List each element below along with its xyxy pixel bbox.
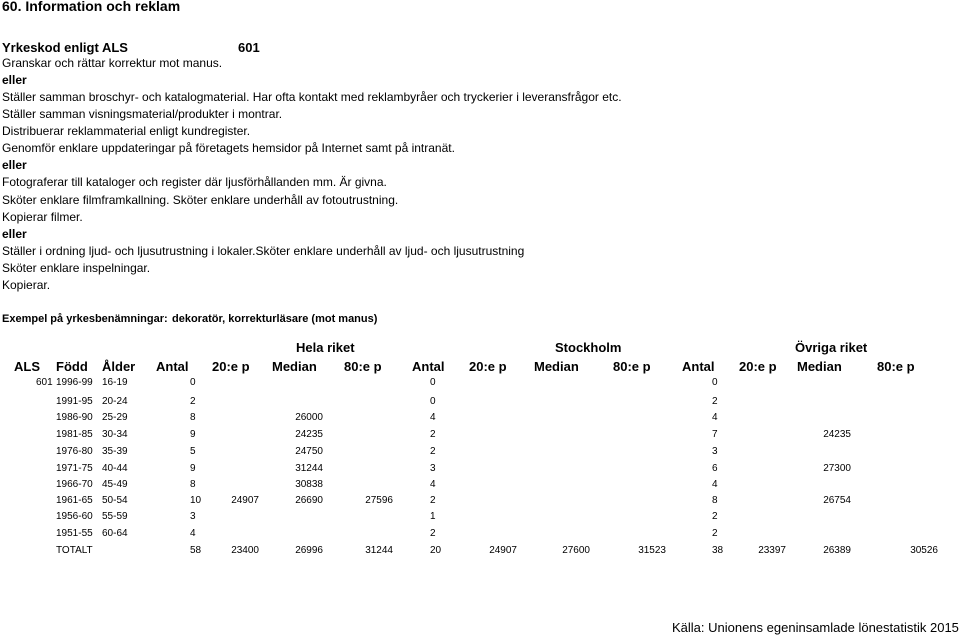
column-header: Median (272, 359, 317, 374)
examples-value: dekoratör, korrekturläsare (mot manus) (172, 313, 378, 325)
section-heading (2, 40, 260, 55)
table-cell: 55-59 (102, 511, 128, 522)
table-cell: 4 (190, 528, 196, 539)
eller-separator: eller (2, 227, 27, 241)
table-cell: 3 (190, 511, 196, 522)
table-cell: 1986-90 (56, 412, 93, 423)
table-cell: 0 (430, 396, 436, 407)
table-cell: 3 (712, 446, 718, 457)
eller-separator: eller (2, 158, 27, 172)
table-cell: 9 (190, 463, 196, 474)
table-cell: 10 (190, 495, 202, 506)
examples-label: Exempel på yrkesbenämningar: (2, 313, 168, 325)
table-cell: 30526 (910, 545, 938, 556)
table-cell: 8 (712, 495, 718, 506)
table-cell: 27600 (562, 545, 590, 556)
table-cell: 25-29 (102, 412, 128, 423)
column-header: 80:e p (613, 359, 651, 374)
column-header: Antal (412, 359, 445, 374)
table-cell: 8 (190, 412, 196, 423)
description-line: Kopierar filmer. (2, 210, 83, 224)
description-line: Kopierar. (2, 278, 51, 292)
page-title: 60. Information och reklam (2, 0, 181, 14)
column-header: Född (56, 359, 88, 374)
table-cell: 7 (712, 429, 718, 440)
description-line: Sköter enklare filmframkallning. Sköter enklare underhåll av fotoutrustning. (2, 193, 399, 207)
column-header: Ålder (102, 359, 136, 374)
column-header: Antal (156, 359, 189, 374)
column-header: 20:e p (469, 359, 507, 374)
description-line: Genomför enklare uppdateringar på företagets hemsidor på Internet samt på intranät. (2, 141, 455, 155)
table-cell: 30838 (295, 479, 323, 490)
table-cell: 30-34 (102, 429, 128, 440)
table-cell: 16-19 (102, 377, 128, 388)
eller-separator: eller (2, 73, 27, 87)
table-cell: 50-54 (102, 495, 128, 506)
table-cell: 1971-75 (56, 463, 93, 474)
table-cell: 23400 (231, 545, 259, 556)
table-cell: 20 (430, 545, 442, 556)
table-cell: 1 (430, 511, 436, 522)
table-cell: 4 (712, 479, 718, 490)
table-cell: 3 (430, 463, 436, 474)
table-cell: 26000 (295, 412, 323, 423)
table-cell: TOTALT (56, 545, 93, 556)
table-cell: 1956-60 (56, 511, 93, 522)
source-note: Källa: Unionens egeninsamlade lönestatistik 2015 (672, 620, 959, 635)
table-cell: 23397 (758, 545, 786, 556)
table-cell: 2 (712, 396, 718, 407)
table-cell: 35-39 (102, 446, 128, 457)
table-cell: 2 (712, 511, 718, 522)
table-cell: 1966-70 (56, 479, 93, 490)
table-cell: 4 (430, 479, 436, 490)
table-cell: 24235 (295, 429, 323, 440)
table-cell: 24907 (231, 495, 259, 506)
table-cell: 1951-55 (56, 528, 93, 539)
table-cell: 38 (712, 545, 724, 556)
column-header: 80:e p (877, 359, 915, 374)
column-header: Median (797, 359, 842, 374)
column-header: 80:e p (344, 359, 382, 374)
table-cell: 2 (430, 429, 436, 440)
table-cell: 26996 (295, 545, 323, 556)
table-cell: 2 (430, 495, 436, 506)
table-cell: 26389 (823, 545, 851, 556)
table-cell: 2 (430, 446, 436, 457)
table-cell: 2 (430, 528, 436, 539)
table-cell: 27596 (365, 495, 393, 506)
section-name: Yrkeskod enligt ALS (2, 40, 128, 55)
column-header: 20:e p (212, 359, 250, 374)
description-line: Fotograferar till kataloger och register där ljusförhållanden mm. Är givna. (2, 175, 387, 189)
table-cell: 24907 (489, 545, 517, 556)
table-cell: 1991-95 (56, 396, 93, 407)
table-cell: 58 (190, 545, 202, 556)
group-header: Stockholm (555, 340, 622, 355)
table-cell: 0 (712, 377, 718, 388)
table-cell: 24750 (295, 446, 323, 457)
table-cell: 2 (190, 396, 196, 407)
table-cell: 0 (430, 377, 436, 388)
column-header: ALS (14, 359, 40, 374)
table-cell: 4 (430, 412, 436, 423)
table-cell: 0 (190, 377, 196, 388)
table-cell: 1996-99 (56, 377, 93, 388)
description-line: Ställer samman visningsmaterial/produkter i montrar. (2, 107, 283, 121)
table-cell: 31244 (365, 545, 393, 556)
table-cell: 31244 (295, 463, 323, 474)
table-cell: 2 (712, 528, 718, 539)
table-cell: 26690 (295, 495, 323, 506)
table-cell: 4 (712, 412, 718, 423)
table-cell: 1961-65 (56, 495, 93, 506)
table-cell: 31523 (638, 545, 666, 556)
table-cell: 27300 (823, 463, 851, 474)
table-cell: 1981-85 (56, 429, 93, 440)
table-cell: 1976-80 (56, 446, 93, 457)
table-cell: 601 (36, 377, 53, 388)
table-cell: 40-44 (102, 463, 128, 474)
table-cell: 26754 (823, 495, 851, 506)
table-cell: 20-24 (102, 396, 128, 407)
table-cell: 8 (190, 479, 196, 490)
description-line: Granskar och rättar korrektur mot manus. (2, 56, 223, 70)
column-header: Median (534, 359, 579, 374)
description-line: Distribuerar reklammaterial enligt kundregister. (2, 124, 251, 138)
table-cell: 45-49 (102, 479, 128, 490)
table-cell: 24235 (823, 429, 851, 440)
description-line: Ställer samman broschyr- och katalogmaterial. Har ofta kontakt med reklambyråer och tryckerier i leveransfrågor etc. (2, 90, 622, 104)
group-header: Hela riket (296, 340, 355, 355)
table-cell: 5 (190, 446, 196, 457)
table-cell: 6 (712, 463, 718, 474)
column-header: Antal (682, 359, 715, 374)
section-code: 601 (238, 40, 260, 55)
group-header: Övriga riket (795, 340, 868, 355)
column-header: 20:e p (739, 359, 777, 374)
table-cell: 60-64 (102, 528, 128, 539)
description-line: Ställer i ordning ljud- och ljusutrustning i lokaler.Sköter enklare underhåll av ljud- och ljusutrustning (2, 244, 525, 258)
description-line: Sköter enklare inspelningar. (2, 261, 151, 275)
table-cell: 9 (190, 429, 196, 440)
